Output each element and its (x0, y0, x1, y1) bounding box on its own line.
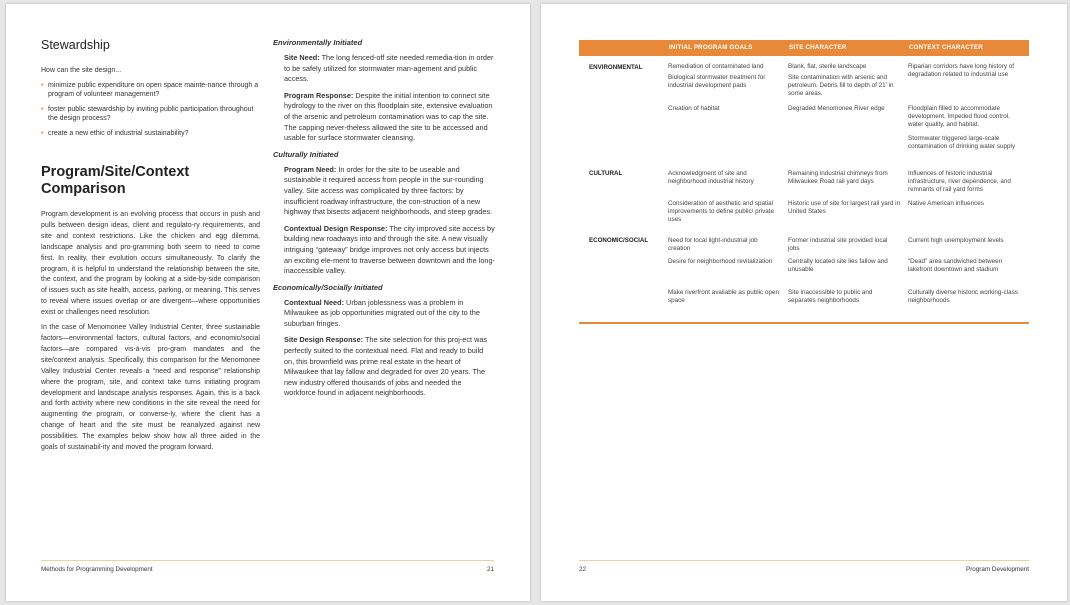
table-cell: Make riverfront available as public open space (668, 289, 779, 304)
item-text: The long fenced-off site needed remedia-tion in order to be safely utilized for stormwater man-agement and public access. (284, 53, 494, 84)
footer-rule (579, 560, 1029, 561)
table-cell: Desire for neighborhood revitalization (668, 258, 773, 265)
section-cultural (273, 150, 495, 277)
right-column (273, 38, 495, 405)
category-economic-social: ECONOMIC/SOCIAL (589, 237, 649, 244)
table-cell: Native American influences (908, 200, 984, 207)
footer-rule (41, 560, 494, 561)
header-context-character: CONTEXT CHARACTER (909, 44, 983, 51)
item-text: The site selection for this proj-ect was perfectly suited to the contextual need. Flat and ready to build on, this brownfield was prime real estate in the heart of Milwaukee that lay fallow and degraded for over 20 years. The new industry offered thousands of jobs and needed the workforce found in adjacent neighborhoods. (284, 335, 488, 398)
item-label: Contextual Design Response: (284, 223, 388, 233)
section-title: Environmentally Initiated (273, 38, 363, 47)
footer-title: Program Development (966, 566, 1029, 573)
table-cell: Site inaccessible to public and separates neighborhoods (788, 289, 873, 304)
program-comparison-heading: Program/Site/Context Comparison (41, 164, 190, 197)
section-environmental (273, 38, 495, 144)
page-number: 22 (579, 566, 587, 573)
stewardship-bullet: • create a new ethic of industrial sustainability? (41, 129, 260, 138)
section-economic (273, 283, 495, 399)
section-item (284, 165, 495, 218)
page-footer (41, 566, 494, 573)
page-number: 21 (486, 566, 494, 573)
left-column (41, 38, 260, 458)
header-site-character: SITE CHARACTER (789, 44, 847, 51)
table-cell: Remaining industrial chimneys from Milwaukee Road rail yard days (788, 170, 888, 185)
category-environmental: ENVIRONMENTAL (589, 64, 643, 71)
item-label: Program Need: (284, 164, 337, 174)
table-cell: Influences of historic industrial infrastructure, river dependence, and remnants of rail yard forms (908, 170, 1011, 193)
table-cell: Former industrial site provided local jobs (788, 237, 888, 252)
table-cell: Creation of habitat (668, 105, 720, 112)
table-cell: Need for local light-industrial job creation (668, 237, 758, 252)
section-item (284, 91, 495, 144)
table-cell: Culturally diverse historic working-class neighborhoods (908, 289, 1018, 304)
body-paragraph: Program development is an evolving process that occurs in push and pulls between design ideas, client and regulato-ry requirements, and site and context restrictions. Like the chicken and egg dilemma, landscape analysis and pro-gramming both seem to need to come first. In reality, their evolution occurs simultaneously. To clarify the program, it is helpful to understand the relationship between the site, the context, and the program by looking at a side-by-side comparison of issues such as site health, access, parking, or meaning. This serves to reveal where issues overlap or are divergent—where opportunities exist or challenges need resolution. (41, 211, 260, 317)
section-item (284, 335, 495, 399)
section-title: Culturally Initiated (273, 149, 339, 159)
item-label: Contextual Need: (284, 297, 345, 307)
body-paragraph: In the case of Menomonee Valley Industrial Center, three sustainable factors—environmental factors, cultural factors, and economic/social factors—are compared vis-à-vis pro-gram mandates and the site/context analysis. Specifically, this comparison for the Menomonee Valley Industrial Center reveals a “need and response” relationship where the program, site, and context take turns initiating program development and landscape analysis responses. Again, this is a back and forth activity where new conditions in the site reveal the need for augmenting the program, or converse-ly, where the client has a change of heart and the site must be reanalyzed against new possibilities. The examples below show how all three aided in the goals of sustainabil-ity and moved the program forward. (41, 324, 260, 452)
item-text: In order for the site to be useable and sustainable it required access from people in the sur-rounding valley. Site access was complicated by three factors: by insufficient roadway infrastructure, the con-struction of a new highway that bisects adjacent neighborhoods, and steep grades. (284, 164, 493, 217)
item-label: Site Need: (284, 53, 320, 62)
section-item (284, 298, 495, 330)
stewardship-intro: How can the site design... (41, 67, 122, 74)
table-cell: Degraded Menomonee River edge (788, 105, 885, 112)
table-header (579, 40, 1029, 56)
table-cell: Site contamination with arsenic and petroleum. Debris fill to depth of 21' in some areas. (788, 74, 894, 97)
section-item (284, 224, 495, 277)
header-initial-goals: INITIAL PROGRAM GOALS (669, 44, 753, 51)
footer-title: Methods for Programming Development (41, 566, 153, 573)
table-cell: Consideration of aesthetic and spatial improvements to define public/ private uses (668, 200, 775, 223)
item-text: The city improved site access by building new roadways into and through the site. A new visually intriguing “gateway” bridge improves not only access but injects an exciting ele-ment to traverse between downtown and the long-inaccessible valley. (284, 223, 495, 276)
table-cell: Biological stormwater treatment for industrial development pads (668, 74, 766, 89)
item-label: Program Response: (284, 90, 354, 100)
stewardship-heading: Stewardship (41, 38, 110, 52)
table-cell: Riparian corridors have long history of degradation related to industrial use (908, 63, 1015, 78)
category-cultural: CULTURAL (589, 170, 623, 177)
stewardship-bullet: • minimize public expenditure on open space mainte-nance through a program of volunteer management? (41, 81, 260, 99)
table-cell: Blank, flat, sterile landscape (788, 63, 867, 70)
stewardship-bullet: • foster public stewardship by inviting public participation throughout the design process? (41, 105, 260, 123)
section-title: Economically/Socially Initiated (273, 282, 383, 292)
left-page (6, 4, 530, 601)
section-item (284, 53, 495, 85)
item-text: Urban joblessness was a problem in Milwaukee as job opportunities migrated out of the city to the suburban fringes. (284, 297, 480, 328)
table-cell: Remediation of contaminated land (668, 63, 764, 70)
table-cell: Historic use of site for largest rail yard in United States (788, 200, 900, 215)
table-cell: Floodplain filled to accommodate development. Impeded flood control, water quality, and habitat. (908, 105, 1010, 128)
right-page (541, 4, 1067, 601)
item-label: Site Design Response: (284, 335, 364, 345)
page-footer (579, 566, 1029, 573)
table-cell: Centrally located site lies fallow and unusable (788, 258, 888, 273)
item-text: Despite the initial intention to connect site hydrology to the river on this floodplain site, extensive evaluation of the arsenic and petroleum contamination was to cap the site. The capping never-theless allowed the site to be accessed and usable for surface stormwater cleansing. (284, 90, 493, 143)
table-cell: “Dead” area sandwiched between lakefront downtown and stadium (908, 258, 1003, 273)
table-bottom-rule (579, 322, 1029, 324)
table-cell: Stormwater triggered large-scale contamination of drinking water supply (908, 135, 1016, 150)
table-cell: Current high unemployment levels (908, 237, 1004, 244)
table-cell: Acknowledgment of site and neighborhood industrial history (668, 170, 754, 185)
